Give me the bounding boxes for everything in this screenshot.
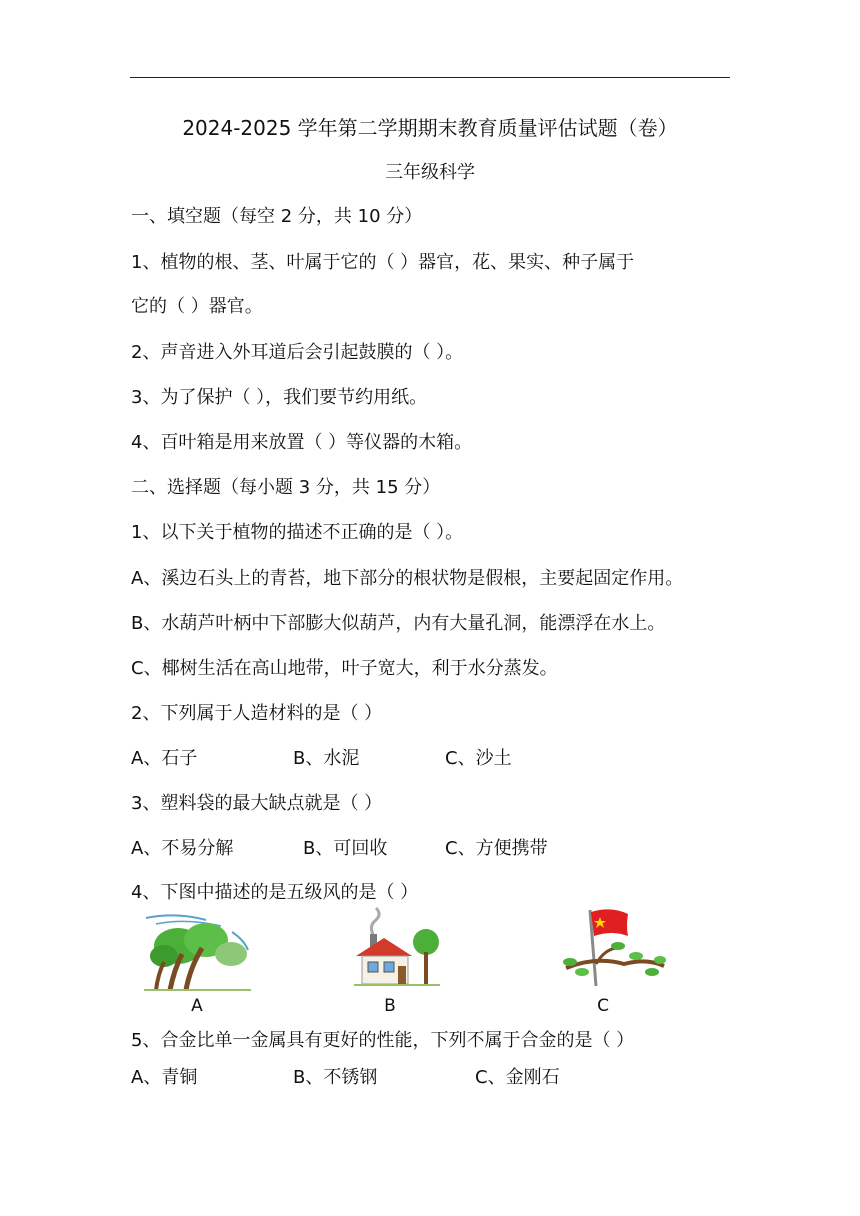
- fill-question-3: 3、为了保护（ ），我们要节约用纸。: [131, 387, 428, 408]
- choice-question-3: 3、塑料袋的最大缺点就是（ ）: [131, 793, 383, 814]
- house-with-smoke-picture: [350, 906, 442, 990]
- choice-question-5: 5、合金比单一金属具有更好的性能，下列不属于合金的是（ ）: [131, 1030, 635, 1051]
- option-b: B、可回收: [303, 838, 388, 859]
- picture-label-b: B: [384, 996, 396, 1016]
- option-c: C、方便携带: [445, 838, 548, 859]
- exam-title: 2024-2025 学年第二学期期末教育质量评估试题（卷）: [182, 116, 678, 140]
- picture-label-a: A: [191, 996, 203, 1016]
- flag-and-branch-picture: [556, 906, 670, 990]
- fill-question-2: 2、声音进入外耳道后会引起鼓膜的（ ）。: [131, 342, 464, 363]
- fill-question-4: 4、百叶箱是用来放置（ ）等仪器的木箱。: [131, 432, 473, 453]
- choice-question-2: 2、下列属于人造材料的是（ ）: [131, 703, 383, 724]
- option-c: C、沙土: [445, 748, 512, 769]
- choice-question-1: 1、以下关于植物的描述不正确的是（ ）。: [131, 522, 464, 543]
- picture-label-c: C: [597, 996, 609, 1016]
- option-b: B、不锈钢: [293, 1067, 378, 1088]
- fill-question-1-line1: 1、植物的根、茎、叶属于它的（ ）器官，花、果实、种子属于: [131, 252, 635, 273]
- choice-question-1-option-a: A、溪边石头上的青苔，地下部分的根状物是假根，主要起固定作用。: [131, 568, 684, 589]
- header-rule: [130, 77, 730, 78]
- section2-heading: 二、选择题（每小题 3 分，共 15 分）: [131, 477, 441, 498]
- option-c: C、金刚石: [475, 1067, 560, 1088]
- choice-question-4: 4、下图中描述的是五级风的是（ ）: [131, 882, 419, 903]
- fill-question-1-line2: 它的（ ）器官。: [131, 296, 263, 317]
- trees-in-wind-picture: [136, 910, 256, 992]
- option-a: A、不易分解: [131, 838, 234, 859]
- choice-question-1-option-b: B、水葫芦叶柄中下部膨大似葫芦，内有大量孔洞，能漂浮在水上。: [131, 613, 666, 634]
- option-b: B、水泥: [293, 748, 360, 769]
- choice-question-1-option-c: C、椰树生活在高山地带，叶子宽大，利于水分蒸发。: [131, 658, 558, 679]
- option-a: A、石子: [131, 748, 198, 769]
- section1-heading: 一、填空题（每空 2 分，共 10 分）: [131, 206, 423, 227]
- option-a: A、青铜: [131, 1067, 198, 1088]
- exam-subtitle: 三年级科学: [385, 162, 475, 183]
